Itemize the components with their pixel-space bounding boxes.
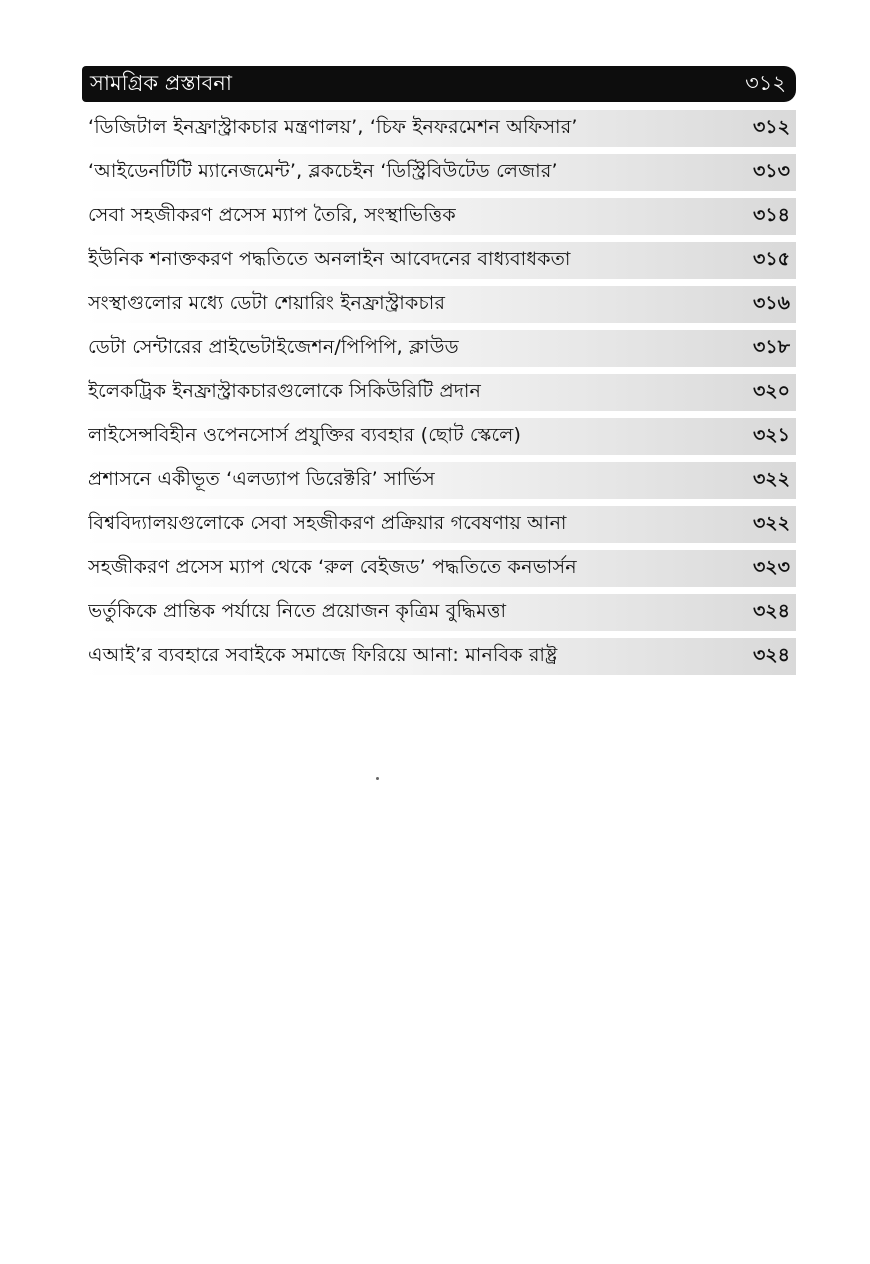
toc-entry-page-number: ৩১৪ <box>752 203 790 226</box>
toc-entry <box>82 330 796 367</box>
toc-entry <box>82 506 796 543</box>
toc-entry-title: ‘ডিজিটাল ইনফ্রাস্ট্রাকচার মন্ত্রণালয়’, ‘চিফ ইনফরমেশন অফিসার’ <box>88 115 578 138</box>
toc-entry <box>82 374 796 411</box>
toc-entry-title: প্রশাসনে একীভূত ‘এলড্যাপ ডিরেক্টরি’ সার্ভিস <box>88 467 435 490</box>
toc-entry-title: ভর্তুকিকে প্রান্তিক পর্যায়ে নিতে প্রয়োজন কৃত্রিম বুদ্ধিমত্তা <box>88 599 507 622</box>
toc-entry-title: ডেটা সেন্টারের প্রাইভেটাইজেশন/পিপিপি, ক্লাউড <box>88 335 459 358</box>
toc-entry-page-number: ৩১৮ <box>752 335 790 358</box>
toc-entry-title: সংস্থাগুলোর মধ্যে ডেটা শেয়ারিং ইনফ্রাস্ট্রাকচার <box>88 291 446 314</box>
toc-entry <box>82 550 796 587</box>
toc-entry <box>82 286 796 323</box>
toc-entry <box>82 198 796 235</box>
toc-entry-title: ‘আইডেনটিটি ম্যানেজমেন্ট’, ব্লকচেইন ‘ডিস্ট্রিবিউটেড লেজার’ <box>88 159 558 182</box>
section-title: সামগ্রিক প্রস্তাবনা <box>90 70 232 95</box>
toc-entry <box>82 462 796 499</box>
toc-entry-title: সহজীকরণ প্রসেস ম্যাপ থেকে ‘রুল বেইজড’ পদ্ধতিতে কনভার্সন <box>88 555 577 578</box>
toc-entry-page-number: ৩১২ <box>752 115 790 138</box>
toc-entry-page-number: ৩১৬ <box>752 291 790 314</box>
toc-entry <box>82 110 796 147</box>
toc-entry-title: ইউনিক শনাক্তকরণ পদ্ধতিতে অনলাইন আবেদনের বাধ্যবাধকতা <box>88 247 571 270</box>
toc-entry-title: সেবা সহজীকরণ প্রসেস ম্যাপ তৈরি, সংস্থাভিত্তিক <box>88 203 456 226</box>
toc-entry <box>82 154 796 191</box>
section-header <box>82 66 796 102</box>
toc-entry-page-number: ৩২২ <box>752 511 790 534</box>
scan-speck <box>376 777 379 780</box>
toc-entry-page-number: ৩২৪ <box>752 599 790 622</box>
toc-entry-page-number: ৩১৩ <box>752 159 790 182</box>
toc-entry-title: বিশ্ববিদ্যালয়গুলোকে সেবা সহজীকরণ প্রক্রিয়ার গবেষণায় আনা <box>88 511 567 534</box>
toc-entry-page-number: ৩১৫ <box>752 247 790 270</box>
toc-entry-page-number: ৩২৩ <box>752 555 790 578</box>
toc-entry-title: ইলেকট্রিক ইনফ্রাস্ট্রাকচারগুলোকে সিকিউরিটি প্রদান <box>88 379 482 402</box>
toc-entry-page-number: ৩২৪ <box>752 643 790 666</box>
toc-entry-page-number: ৩২২ <box>752 467 790 490</box>
toc-entry-title: এআই’র ব্যবহারে সবাইকে সমাজে ফিরিয়ে আনা: মানবিক রাষ্ট্র <box>88 643 558 666</box>
table-of-contents <box>82 66 796 682</box>
toc-entry-page-number: ৩২০ <box>752 379 790 402</box>
toc-entry-page-number: ৩২১ <box>752 423 790 446</box>
toc-entry <box>82 638 796 675</box>
toc-entry-title: লাইসেন্সবিহীন ওপেনসোর্স প্রযুক্তির ব্যবহার (ছোট স্কেলে) <box>88 423 522 446</box>
toc-entry <box>82 242 796 279</box>
toc-entry <box>82 594 796 631</box>
section-page-number: ৩১২ <box>745 70 786 95</box>
toc-entry <box>82 418 796 455</box>
toc-entry-list <box>82 110 796 675</box>
